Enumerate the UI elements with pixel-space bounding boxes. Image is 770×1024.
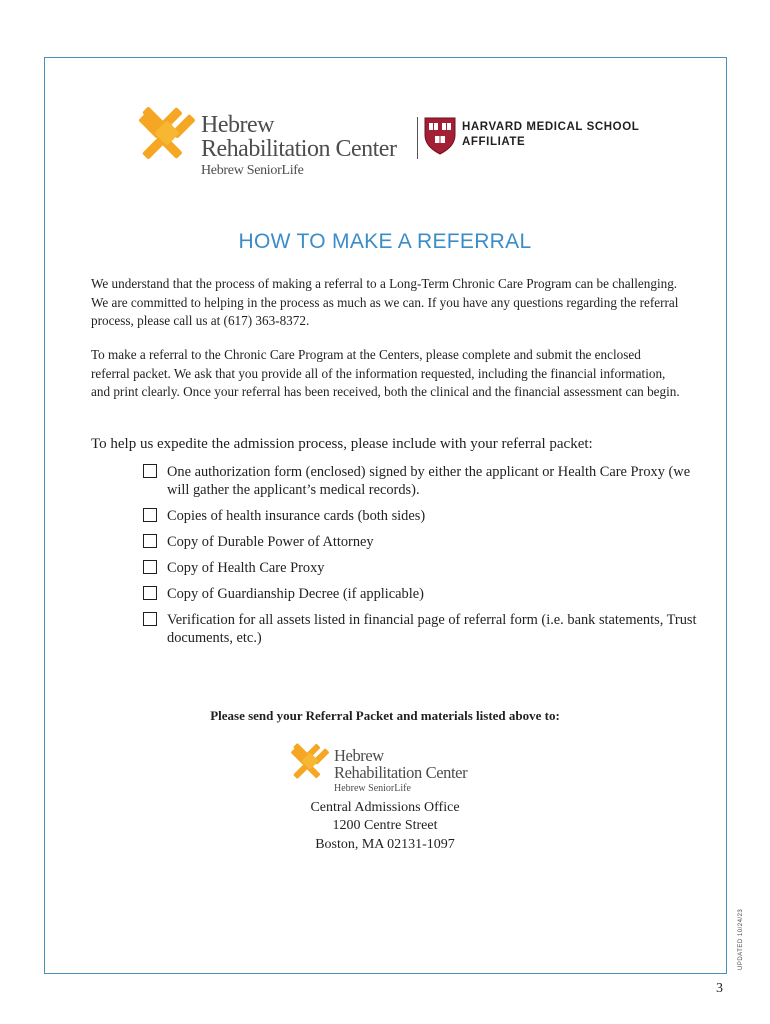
- checkbox[interactable]: [143, 586, 157, 600]
- checkbox[interactable]: [143, 508, 157, 522]
- address-line2: 1200 Centre Street: [332, 818, 438, 833]
- checkbox[interactable]: [143, 464, 157, 478]
- checkbox[interactable]: [143, 612, 157, 626]
- address-line1: Central Admissions Office: [310, 800, 460, 815]
- instructions-paragraph: To make a referral to the Chronic Care Program at the Centers, please complete and submit the enclosed referral packet. We ask that you provide all of the information requested, including the financial information, and print clearly. Once your referral has been received, both the clinical and the financial assessment can begin.: [91, 347, 680, 400]
- affiliate-line2: AFFILIATE: [462, 136, 526, 148]
- hrc-logo-mark-small: [289, 741, 331, 786]
- org-name-line2: Rehabilitation Center: [201, 136, 397, 162]
- checklist-item: [143, 533, 703, 551]
- page-title: HOW TO MAKE A REFERRAL: [238, 230, 532, 253]
- send-org-name-line2: Rehabilitation Center: [334, 763, 468, 782]
- checklist-item-label: Copy of Durable Power of Attorney: [167, 534, 374, 550]
- logo-divider: [417, 117, 418, 159]
- checklist-item: [143, 611, 703, 647]
- checklist-item-label: Copy of Guardianship Decree (if applicable): [167, 586, 424, 602]
- page-number: 3: [716, 981, 723, 996]
- send-org-name-line1: Hebrew: [334, 746, 384, 765]
- checklist-item: [143, 507, 703, 525]
- org-name-line1: Hebrew: [201, 112, 274, 138]
- send-parent-org: Hebrew SeniorLife: [334, 783, 411, 794]
- address-line3: Boston, MA 02131-1097: [315, 837, 455, 852]
- checklist-item: [143, 559, 703, 577]
- hrc-logo-mark: [136, 104, 198, 167]
- affiliate-line1: HARVARD MEDICAL SCHOOL: [462, 121, 640, 133]
- harvard-shield-icon: [424, 117, 456, 160]
- checklist-item-label: Verification for all assets listed in financial page of referral form (i.e. bank statements, Trust documents, etc.): [167, 612, 697, 646]
- checklist-item: [143, 463, 703, 499]
- updated-date: UPDATED 10/24/23: [738, 908, 744, 970]
- parent-org-name: Hebrew SeniorLife: [201, 163, 304, 178]
- checklist-item-label: Copies of health insurance cards (both sides): [167, 508, 426, 524]
- checklist: [143, 463, 703, 647]
- checklist-item: [143, 585, 703, 603]
- send-to-heading: Please send your Referral Packet and materials listed above to:: [210, 708, 560, 723]
- checklist-heading: To help us expedite the admission process, please include with your referral packet:: [91, 436, 593, 452]
- checklist-item-label: Copy of Health Care Proxy: [167, 560, 325, 576]
- checkbox[interactable]: [143, 534, 157, 548]
- checkbox[interactable]: [143, 560, 157, 574]
- checklist-item-label: One authorization form (enclosed) signed by either the applicant or Health Care Proxy (we will gather the applicant’s medical records).: [167, 464, 691, 498]
- intro-paragraph: We understand that the process of making a referral to a Long-Term Chronic Care Program can be challenging. We are committed to helping in the process as much as we can. If you have any questions regarding the referral process, please call us at (617) 363-8372.: [91, 276, 679, 329]
